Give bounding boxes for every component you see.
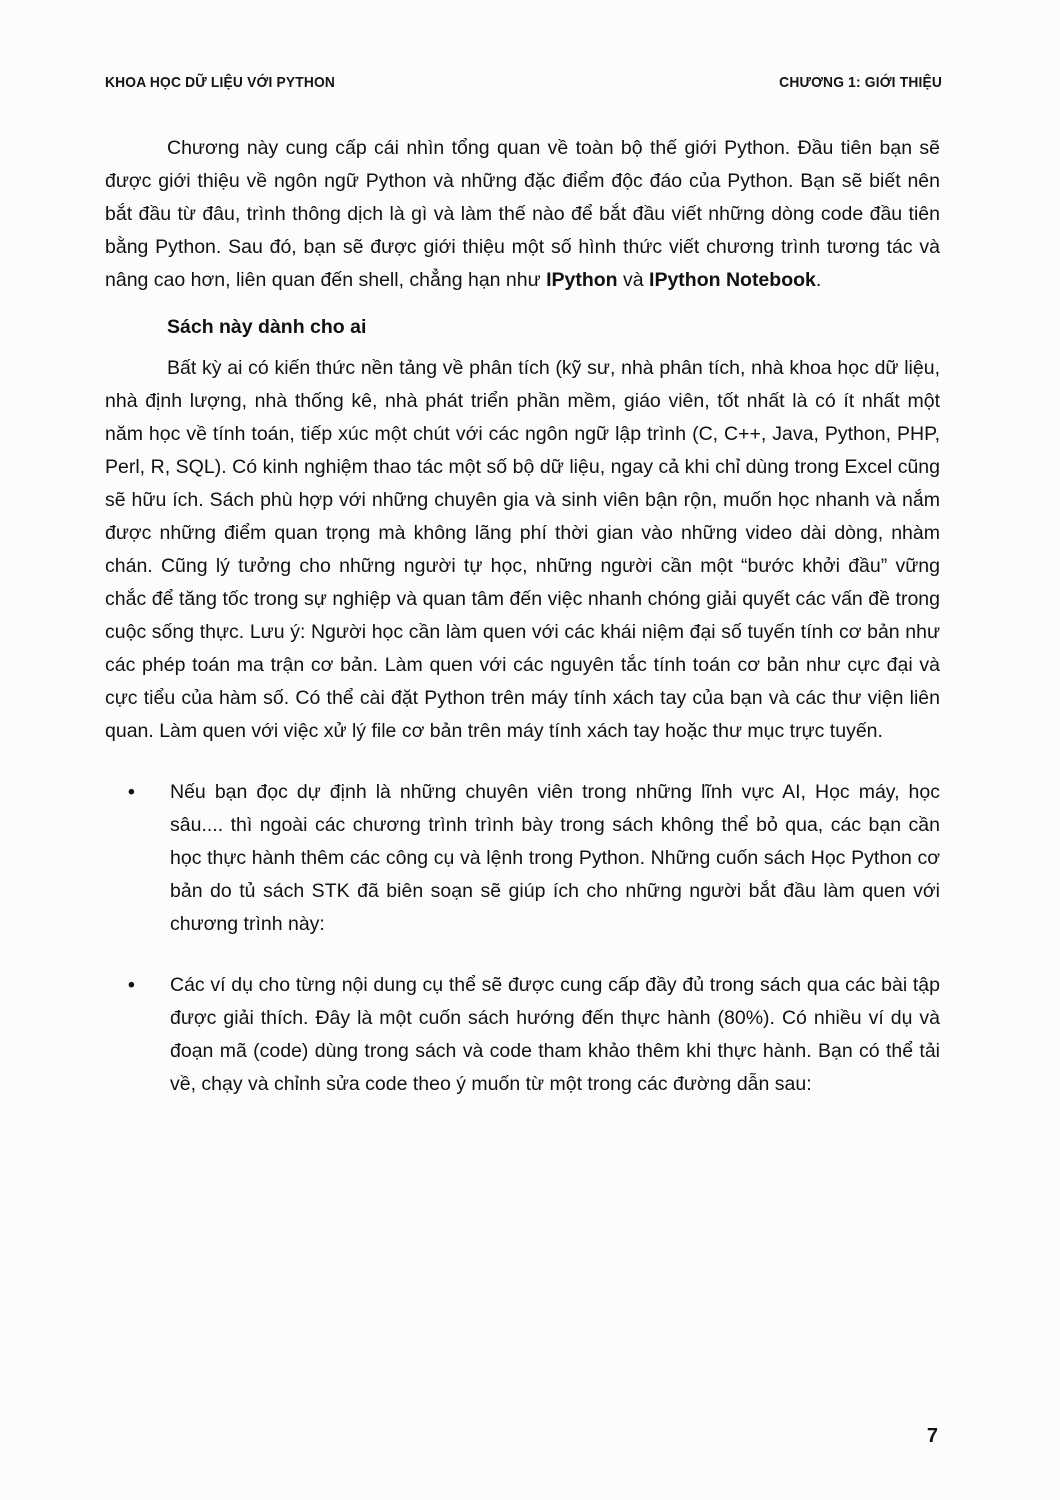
list-item — [105, 776, 940, 941]
intro-text-mid: và — [617, 269, 650, 291]
intro-text-end: . — [815, 269, 822, 291]
page-header — [105, 74, 942, 91]
page-body — [105, 132, 940, 1101]
bullet-text-examples: Các ví dụ cho từng nội dung cụ thể sẽ được cung cấp đầy đủ trong sách qua các bài tập được giải thích. Đây là một cuốn sách hướng đến thực hành (80%). Có nhiều ví dụ và đoạn mã (code) dùng trong sách và code tham khảo thêm khi thực hành. Bạn có thể tải về, chạy và chỉnh sửa code theo ý muốn từ một trong các đường dẫn sau: — [170, 974, 940, 1095]
header-chapter-title: CHƯƠNG 1: GIỚI THIỆU — [779, 74, 942, 91]
list-item — [105, 969, 940, 1101]
bullet-list — [105, 776, 940, 1101]
header-book-title: KHOA HỌC DỮ LIỆU VỚI PYTHON — [105, 74, 336, 91]
ipython-notebook-bold-term: IPython Notebook — [649, 269, 816, 291]
intro-paragraph — [105, 132, 940, 297]
page-number: 7 — [926, 1425, 938, 1447]
section-heading: Sách này dành cho ai — [167, 316, 367, 338]
bullet-icon: • — [128, 974, 135, 996]
ipython-bold-term: IPython — [546, 269, 618, 291]
audience-paragraph: Bất kỳ ai có kiến thức nền tảng về phân tích (kỹ sư, nhà phân tích, nhà khoa học dữ liệu, nhà định lượng, nhà thống kê, nhà phát triển phần mềm, giáo viên, tốt nhất là có ít nhất một năm học về tính toán, tiếp xúc một chút với các ngôn ngữ lập trình (C, C++, Java, Python, PHP, Perl, R, SQL). Có kinh nghiệm thao tác một số bộ dữ liệu, ngay cả khi chỉ dùng trong Excel cũng sẽ hữu ích. Sách phù hợp với những chuyên gia và sinh viên bận rộn, muốn học nhanh và nắm được những điểm quan trọng mà không lãng phí thời gian vào những video dài dòng, nhàm chán. Cũng lý tưởng cho những người tự học, những người cần một “bước khởi đầu” vững chắc để tăng tốc trong sự nghiệp và quan tâm đến việc nhanh chóng giải quyết các vấn đề trong cuộc sống thực. Lưu ý: Người học cần làm quen với các khái niệm đại số tuyến tính cơ bản như các phép toán ma trận cơ bản. Làm quen với các nguyên tắc tính toán cơ bản như cực đại và cực tiểu của hàm số. Có thể cài đặt Python trên máy tính xách tay của bạn và các thư viện liên quan. Làm quen với việc xử lý file cơ bản trên máy tính xách tay hoặc thư mục trực tuyến. — [105, 357, 940, 742]
bullet-icon: • — [128, 781, 135, 803]
intro-text-start: Chương này cung cấp cái nhìn tổng quan về toàn bộ thế giới Python. Đầu tiên bạn sẽ được giới thiệu về ngôn ngữ Python và những đặc điểm độc đáo của Python. Bạn sẽ biết nên bắt đầu từ đâu, trình thông dịch là gì và làm thế nào để bắt đầu viết những dòng code đầu tiên bằng Python. Sau đó, bạn sẽ được giới thiệu một số hình thức viết chương trình tương tác và nâng cao hơn, liên quan đến shell, chẳng hạn như — [105, 137, 940, 291]
bullet-text-ai-ml: Nếu bạn đọc dự định là những chuyên viên trong những lĩnh vực AI, Học máy, học sâu.... thì ngoài các chương trình trình bày trong sách không thể bỏ qua, các bạn cần học thực hành thêm các công cụ và lệnh trong Python. Những cuốn sách Học Python cơ bản do tủ sách STK đã biên soạn sẽ giúp ích cho những người bắt đầu làm quen với chương trình này: — [170, 781, 940, 935]
